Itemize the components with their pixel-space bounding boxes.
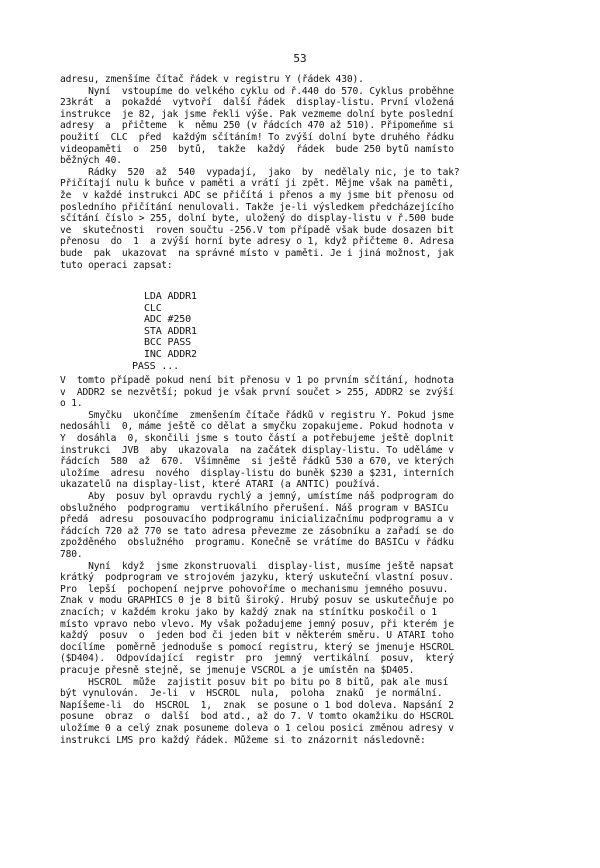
- page-number: 53: [293, 52, 307, 65]
- text-line: sčítání číslo > 255, dolní byte, uložený do display-listu v ř.500 bude: [60, 213, 454, 225]
- text-line: předá adresu posouvacího podprogramu inicializačnímu podprogramu a v: [60, 514, 454, 526]
- text-line: docílíme poměrně jednoduše s pomocí registru, který se jmenuje HSCROL: [60, 641, 454, 653]
- text-line: ve skutečnosti roven součtu -256.V tom případě však bude dosazen bit: [60, 224, 454, 236]
- text-line: instrukci LMS pro každý řádek. Můžeme si to znázornit následovně:: [60, 734, 426, 746]
- text-line: instrukci JVB aby ukazovala na začátek display-listu. To uděláme v: [60, 444, 454, 456]
- text-line: Nyní když jsme zkonstruovali display-list, musíme ještě napsat: [60, 560, 454, 572]
- text-line: ukazatelů na display-list, které ATARI (a ANTIC) používá.: [60, 479, 381, 491]
- code-line: PASS ...: [132, 360, 179, 372]
- text-line: znacích; v každém kroku jako by každý znak na stínítku poskočil o 1: [60, 606, 437, 618]
- text-line: adresu, zmenšíme čítač řádek v registru Y (řádek 430).: [60, 74, 364, 85]
- text-line: instrukce je 82, jak jsme řekli výše. Pak vezmeme dolní byte poslední: [60, 108, 454, 120]
- text-line: být vynulován. Je-li v HSCROL nula, poloha znaků je normální.: [60, 688, 443, 700]
- text-line: místo vpravo nebo vlevo. My však požadujeme jemný posuv, při kterém je: [60, 618, 454, 630]
- text-line: HSCROL může zajistit posuv bit po bitu po 8 bitů, pak ale musí: [60, 676, 449, 688]
- text-line: Y dosáhla 0, skončili jsme s touto částí a potřebujeme ještě doplnit: [60, 433, 454, 445]
- paragraph-block-2: [60, 375, 550, 746]
- paragraph-block-1: [60, 74, 550, 271]
- text-line: 23krát a pokaždé vytvoří další řádek display-listu. První vložená: [60, 97, 454, 109]
- text-line: Řádky 520 až 540 vypadají, jako by nedělaly nic, je to tak?: [60, 166, 460, 178]
- code-line: ADC #250: [144, 314, 191, 326]
- text-line: adresy a přičteme k němu 250 (v řádcích 470 až 510). Připomeňme si: [60, 120, 454, 132]
- text-line: Znak v modu GRAPHICS 0 je 8 bitů široký. Hrubý posuv se uskutečňuje po: [60, 595, 454, 607]
- text-line: 780.: [60, 549, 83, 560]
- code-line: LDA ADDR1: [144, 291, 197, 302]
- text-line: Aby posuv byl opravdu rychlý a jemný, umístíme náš podprogram do: [60, 491, 454, 503]
- text-line: pracuje přesně stejně, se jmenuje VSCROL a je umístěn na $D405.: [60, 664, 415, 676]
- code-line: BCC PASS: [144, 337, 191, 349]
- code-line: CLC: [144, 302, 162, 314]
- text-line: řádcích 580 až 670. Všimněme si ještě řádků 530 a 670, ve kterých: [60, 456, 454, 468]
- text-line: o 1.: [60, 398, 83, 410]
- text-line: Pro lepší pochopení nejprve pohovoříme o mechanismu jemného posuvu.: [60, 583, 449, 595]
- body-text: [60, 74, 550, 746]
- text-line: v ADDR2 se nezvětší; pokud je však první součet > 255, ADDR2 se zvýší: [60, 386, 454, 398]
- text-line: řádcích 720 až 770 se tato adresa převezme ze zásobníku a zařadí se do: [60, 525, 454, 537]
- text-line: krátký podprogram ve strojovém jazyku, který uskuteční vlastní posuv.: [60, 572, 454, 584]
- text-line: bude pak ukazovat na správné místo v paměti. Je i jiná možnost, jak: [60, 247, 454, 259]
- text-line: ($D404). Odpovídající registr pro jemný vertikální posuv, který: [60, 653, 454, 665]
- text-line: zpožděného obslužného programu. Konečně se vrátíme do BASICu v řádku: [60, 537, 454, 549]
- text-line: obslužného podprogramu vertikálního přerušení. Náš program v BASICu: [60, 502, 449, 514]
- text-line: běžných 40.: [60, 155, 122, 167]
- code-listing: [132, 291, 344, 372]
- text-line: použití CLC před každým sčítáním! To zvýší dolní byte druhého řádku: [60, 131, 454, 143]
- text-line: že v každé instrukci ADC se přičítá i přenos a my jsme bit přenosu od: [60, 189, 454, 201]
- text-line: posledního přičítání nenulovali. Takže je-li výsledkem předcházejícího: [60, 201, 454, 213]
- text-line: nedosáhli 0, máme ještě co dělat a smyčku zopakujeme. Pokud hodnota v: [60, 421, 454, 433]
- text-line: Smyčku ukončíme zmenšením čítače řádků v registru Y. Pokud jsme: [60, 409, 454, 421]
- text-line: posune obraz o další bod atd., až do 7. V tomto okamžiku do HSCROL: [60, 711, 454, 723]
- text-line: Přičítají nulu k buňce v paměti a vrátí ji zpět. Mějme však na paměti,: [60, 178, 454, 190]
- text-line: videopaměti o 250 bytů, takže každý řádek bude 250 bytů namísto: [60, 143, 454, 155]
- text-line: Nyní vstoupíme do velkého cyklu od ř.440 do 570. Cyklus proběhne: [60, 85, 454, 97]
- text-line: přenosu do 1 a zvýší horní byte adresy o 1, když přičteme 0. Adresa: [60, 236, 454, 248]
- text-line: Napíšeme-li do HSCROL 1, znak se posune o 1 bod doleva. Napsání 2: [60, 699, 454, 711]
- text-line: uložíme 0 a celý znak posuneme doleva o 1 celou posici změnou adresy v: [60, 722, 454, 734]
- code-line: STA ADDR1: [144, 325, 197, 337]
- text-line: uložíme adresu nového display-listu do buněk $230 a $231, interních: [60, 467, 454, 479]
- text-line: tuto operaci zapsat:: [60, 259, 173, 271]
- text-line: každý posuv o jeden bod či jeden bit v některém směru. U ATARI toho: [60, 630, 454, 642]
- text-line: V tomto případě pokud není bit přenosu v 1 po prvním sčítání, hodnota: [60, 375, 454, 387]
- code-line: INC ADDR2: [144, 348, 197, 360]
